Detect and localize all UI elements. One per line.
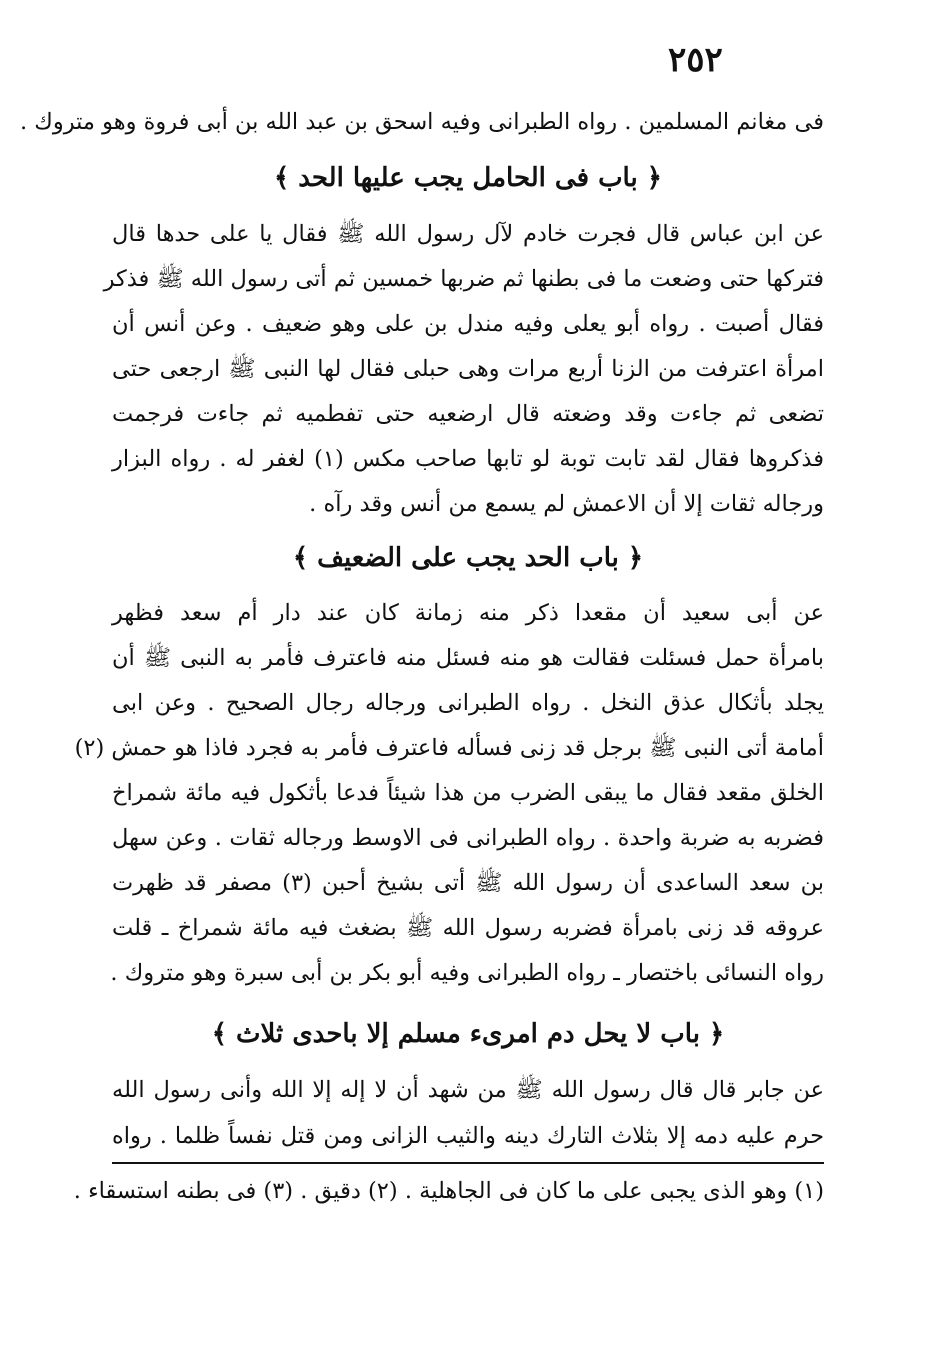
footnote-divider [112, 1162, 824, 1164]
intro-line: فى مغانم المسلمين . رواه الطبرانى وفيه اسحق بن عبد الله بن أبى فروة وهو متروك . [19, 109, 824, 135]
text-line: فضربه به ضربة واحدة . رواه الطبرانى فى الاوسط ورجاله ثقات . وعن سهل [112, 825, 824, 851]
text-line: ورجاله ثقات إلا أن الاعمش لم يسمع من أنس وقد رآه . [309, 491, 824, 517]
text-line: تضعى ثم جاءت وقد وضعته قال ارضعيه حتى تفطميه ثم جاءت فرجمت [112, 401, 824, 427]
text-line: امرأة اعترفت من الزنا أربع مرات وهى حبلى فقال لها النبى ﷺ ارجعى حتى [112, 356, 824, 382]
text-line: فذكروها فقال لقد تابت توبة لو تابها صاحب مكس (١) لغفر له . رواه البزار [112, 446, 824, 472]
text-line: الخلق مقعد فقال ما يبقى الضرب من هذا شيئاً فدعا بأثكول فيه مائة شمراخ [112, 780, 824, 806]
page-number: ٢٥٢ [668, 40, 723, 80]
section-heading-weak: ﴿ باب الحد يجب على الضعيف ﴾ [292, 543, 644, 573]
section-heading-blood: ﴿ باب لا يحل دم امرىء مسلم إلا باحدى ثلاث ﴾ [211, 1019, 725, 1049]
footnote: (١) وهو الذى يجبى على ما كان فى الجاهلية . (٢) دقيق . (٣) فى بطنه استسقاء . [73, 1178, 824, 1204]
text-line: عن ابن عباس قال فجرت خادم لآل رسول الله ﷺ فقال يا على حدها قال [112, 221, 824, 247]
text-line: بامرأة حمل فسئلت فقالت هو منه فسئل منه فاعترف فأمر به النبى ﷺ أن [112, 645, 824, 671]
section-heading-pregnant: ﴿ باب فى الحامل يجب عليها الحد ﴾ [273, 163, 663, 193]
text-line: حرم عليه دمه إلا بثلاث التارك دينه والثيب الزانى ومن قتل نفساً ظلما . رواه [112, 1123, 824, 1149]
text-line: عن جابر قال قال رسول الله ﷺ من شهد أن لا إله إلا الله وأنى رسول الله [112, 1077, 824, 1103]
text-line: فتركها حتى وضعت ما فى بطنها ثم ضربها خمسين ثم أتى رسول الله ﷺ فذكر [103, 266, 824, 292]
text-line: أمامة أتى النبى ﷺ برجل قد زنى فسأله فاعترف فأمر به فجرد فاذا هو حمش (٢) [74, 735, 824, 761]
text-line: عن أبى سعيد أن مقعدا ذكر منه زمانة كان عند دار أم سعد فظهر [112, 600, 824, 626]
text-line: فقال أصبت . رواه أبو يعلى وفيه مندل بن على وهو ضعيف . وعن أنس أن [112, 311, 824, 337]
text-line: رواه النسائى باختصار ـ رواه الطبرانى وفيه أبو بكر بن أبى سبرة وهو متروك . [110, 960, 824, 986]
text-line: عروقه قد زنى بامرأة فضربه رسول الله ﷺ بضغث فيه مائة شمراخ ـ قلت [112, 915, 824, 941]
text-line: بن سعد الساعدى أن رسول الله ﷺ أتى بشيخ أحبن (٣) مصفر قد ظهرت [112, 870, 825, 896]
text-line: يجلد بأثكال عذق النخل . رواه الطبرانى ورجاله رجال الصحيح . وعن ابى [112, 690, 824, 716]
